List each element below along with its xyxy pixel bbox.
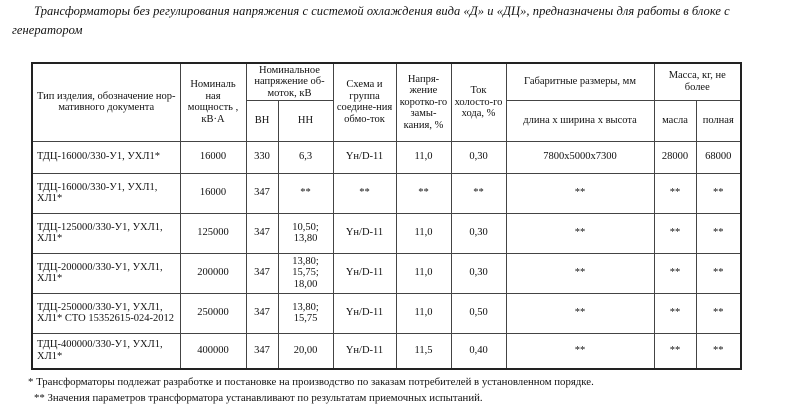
cell-nn: 6,3 xyxy=(278,141,333,173)
table-row xyxy=(32,141,741,173)
header-voltage: Номинальное напряжение об-моток, кВ xyxy=(246,63,333,100)
header-vn: ВН xyxy=(246,100,278,141)
cell-name: ТДЦ-200000/330-У1, УХЛ1, ХЛ1* xyxy=(32,253,180,293)
cell-full: ** xyxy=(696,173,741,213)
cell-name: ТДЦ-16000/330-У1, УХЛ1* xyxy=(32,141,180,173)
cell-i0: 0,30 xyxy=(451,213,506,253)
cell-name: ТДЦ-125000/330-У1, УХЛ1, ХЛ1* xyxy=(32,213,180,253)
header-dimensions-sub: длина х ширина х высота xyxy=(506,100,654,141)
transformer-table xyxy=(31,62,742,370)
cell-full: 68000 xyxy=(696,141,741,173)
footnotes xyxy=(28,374,594,406)
cell-power: 16000 xyxy=(180,141,246,173)
cell-dims: ** xyxy=(506,253,654,293)
cell-scheme: Yн/D-11 xyxy=(333,333,396,369)
table-row xyxy=(32,293,741,333)
cell-name: ТДЦ-16000/330-У1, УХЛ1, ХЛ1* xyxy=(32,173,180,213)
cell-vn: 347 xyxy=(246,173,278,213)
cell-i0: 0,40 xyxy=(451,333,506,369)
header-nn: НН xyxy=(278,100,333,141)
cell-power: 250000 xyxy=(180,293,246,333)
table-row xyxy=(32,253,741,293)
cell-dims: 7800х5000х7300 xyxy=(506,141,654,173)
cell-i0: ** xyxy=(451,173,506,213)
cell-uk: 11,0 xyxy=(396,213,451,253)
cell-nn: 10,50; 13,80 xyxy=(278,213,333,253)
cell-dims: ** xyxy=(506,173,654,213)
cell-nn: 13,80; 15,75 xyxy=(278,293,333,333)
header-power: Номиналь ная мощность , кВ·А xyxy=(180,63,246,141)
header-mass: Масса, кг, не более xyxy=(654,63,741,100)
cell-uk: ** xyxy=(396,173,451,213)
cell-dims: ** xyxy=(506,293,654,333)
cell-vn: 347 xyxy=(246,333,278,369)
table-row xyxy=(32,213,741,253)
cell-oil: ** xyxy=(654,293,696,333)
cell-dims: ** xyxy=(506,333,654,369)
cell-vn: 347 xyxy=(246,253,278,293)
header-type: Тип изделия, обозначение нор-мативного документа xyxy=(32,63,180,141)
table-row xyxy=(32,333,741,369)
cell-uk: 11,0 xyxy=(396,141,451,173)
cell-vn: 347 xyxy=(246,213,278,253)
footnote-2: ** Значения параметров трансформатора устанавливают по результатам приемочных испытаний. xyxy=(34,392,483,404)
cell-scheme: Yн/D-11 xyxy=(333,293,396,333)
intro-paragraph: Трансформаторы без регулирования напряжения с системой охлаждения вида «Д» и «ДЦ», предназначены для работы в блоке с генератором xyxy=(12,4,730,37)
cell-full: ** xyxy=(696,293,741,333)
cell-nn: 13,80; 15,75; 18,00 xyxy=(278,253,333,293)
header-mass-full: полная xyxy=(696,100,741,141)
footnote-1: * Трансформаторы подлежат разработке и постановке на производство по заказам потребителей в установленном порядке. xyxy=(28,376,594,388)
cell-oil: 28000 xyxy=(654,141,696,173)
cell-i0: 0,30 xyxy=(451,253,506,293)
cell-nn: ** xyxy=(278,173,333,213)
cell-i0: 0,30 xyxy=(451,141,506,173)
header-dimensions: Габаритные размеры, мм xyxy=(506,63,654,100)
cell-vn: 347 xyxy=(246,293,278,333)
cell-dims: ** xyxy=(506,213,654,253)
cell-power: 16000 xyxy=(180,173,246,213)
header-idle-current: Ток холосто-го хода, % xyxy=(451,63,506,141)
cell-name: ТДЦ-400000/330-У1, УХЛ1, ХЛ1* xyxy=(32,333,180,369)
cell-uk: 11,5 xyxy=(396,333,451,369)
cell-power: 200000 xyxy=(180,253,246,293)
cell-oil: ** xyxy=(654,253,696,293)
cell-vn: 330 xyxy=(246,141,278,173)
cell-uk: 11,0 xyxy=(396,253,451,293)
header-scheme: Схема и группа соедине-ния обмо-ток xyxy=(333,63,396,141)
cell-oil: ** xyxy=(654,333,696,369)
cell-name: ТДЦ-250000/330-У1, УХЛ1, ХЛ1* СТО 15352615-024-2012 xyxy=(32,293,180,333)
cell-full: ** xyxy=(696,333,741,369)
cell-scheme: ** xyxy=(333,173,396,213)
cell-i0: 0,50 xyxy=(451,293,506,333)
cell-full: ** xyxy=(696,213,741,253)
header-short-circuit: Напря-жение коротко-го замы-кания, % xyxy=(396,63,451,141)
cell-oil: ** xyxy=(654,173,696,213)
table-row xyxy=(32,173,741,213)
cell-scheme: Yн/D-11 xyxy=(333,141,396,173)
cell-power: 400000 xyxy=(180,333,246,369)
header-mass-oil: масла xyxy=(654,100,696,141)
cell-scheme: Yн/D-11 xyxy=(333,213,396,253)
cell-full: ** xyxy=(696,253,741,293)
cell-power: 125000 xyxy=(180,213,246,253)
cell-scheme: Yн/D-11 xyxy=(333,253,396,293)
cell-oil: ** xyxy=(654,213,696,253)
cell-uk: 11,0 xyxy=(396,293,451,333)
cell-nn: 20,00 xyxy=(278,333,333,369)
